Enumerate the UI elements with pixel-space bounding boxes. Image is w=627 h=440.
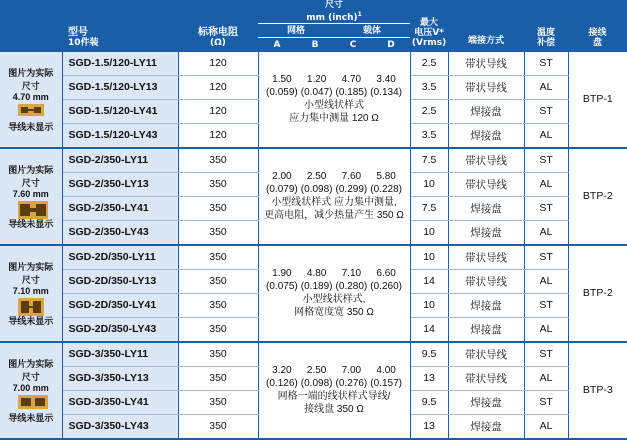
temp-comp-cell: ST [524,196,568,220]
model-cell: SGD-3/350-LY43 [62,414,178,439]
terminal-pad-cell: BTP-1 [568,52,627,148]
dim-b: 2.50 (0.098) [300,365,333,389]
header-solder: 端接方式 [448,0,524,52]
header-resistance: 标称电阻 (Ω) [178,0,258,52]
terminal-pad-cell: BTP-2 [568,148,627,245]
solder-type-cell: 带状导线 [448,148,524,173]
max-voltage-cell: 2.5 [410,99,448,123]
dim-d: 3.40 (0.134) [370,74,402,98]
solder-type-cell: 焊接盘 [448,123,524,148]
gauge-image-cell [0,148,62,245]
table-header [0,0,627,52]
strain-gauge-image [18,395,44,407]
solder-type-cell: 焊接盘 [448,99,524,123]
solder-type-cell: 焊接盘 [448,196,524,220]
max-voltage-cell: 2.5 [410,52,448,76]
temp-comp-cell: AL [524,269,568,293]
resistance-cell: 120 [178,123,258,148]
resistance-cell: 350 [178,148,258,173]
dim-c: 7.00 (0.276) [335,365,368,389]
model-cell: SGD-2/350-LY13 [62,172,178,196]
temp-comp-cell: AL [524,414,568,439]
resistance-cell: 120 [178,52,258,76]
actual-size-label-2: 尺寸 [21,371,40,382]
temp-comp-cell: AL [524,317,568,342]
resistance-cell: 120 [178,75,258,99]
resistance-cell: 350 [178,245,258,270]
model-cell: SGD-3/350-LY41 [62,390,178,414]
resistance-cell: 350 [178,342,258,367]
table-row [0,52,627,76]
max-voltage-cell: 9.5 [410,342,448,367]
dim-d: 5.80 (0.228) [370,171,402,195]
header-d: D [372,38,410,52]
solder-type-cell: 焊接盘 [448,390,524,414]
leads-not-shown-note: 导线未显示 [8,121,54,132]
model-cell: SGD-2/350-LY41 [62,196,178,220]
solder-type-cell: 焊接盘 [448,220,524,245]
solder-type-cell: 带状导线 [448,52,524,76]
model-cell: SGD-2/350-LY43 [62,220,178,245]
header-c: C [334,38,372,52]
actual-size-label: 图片为实际 [8,261,54,272]
model-cell: SGD-2D/350-LY11 [62,245,178,270]
description-line-1: 小型线状样式 应力集中测量, [271,197,397,208]
max-voltage-cell: 14 [410,269,448,293]
terminal-pad-cell: BTP-2 [568,245,627,342]
model-cell: SGD-1.5/120-LY11 [62,52,178,76]
temp-comp-cell: AL [524,75,568,99]
max-voltage-cell: 3.5 [410,123,448,148]
dimensions-description-cell [258,148,410,245]
dim-a: 2.00 (0.079) [266,171,298,195]
temp-comp-cell: AL [524,366,568,390]
description-line-2: 接线盘 350 Ω [304,404,364,415]
dim-d: 6.60 (0.260) [370,268,402,292]
model-cell: SGD-2D/350-LY43 [62,317,178,342]
description-line-1: 小型线状样式 [304,100,365,111]
max-voltage-cell: 13 [410,366,448,390]
model-cell: SGD-1.5/120-LY41 [62,99,178,123]
temp-comp-cell: ST [524,342,568,367]
actual-size-label-2: 尺寸 [21,274,40,285]
model-cell: SGD-3/350-LY11 [62,342,178,367]
temp-comp-cell: ST [524,52,568,76]
gauge-image-cell [0,52,62,148]
gauge-image-cell [0,342,62,439]
solder-type-cell: 带状导线 [448,269,524,293]
actual-size-label-2: 尺寸 [21,177,40,188]
max-voltage-cell: 10 [410,245,448,270]
table-row [0,245,627,270]
dim-b: 4.80 (0.189) [300,268,333,292]
resistance-cell: 350 [178,390,258,414]
header-terminal-pad: 接线 盘 [568,0,627,52]
strain-gauge-image [18,104,44,116]
solder-type-cell: 带状导线 [448,366,524,390]
dim-b: 1.20 (0.047) [300,74,333,98]
header-grid: 网格 [258,24,334,38]
actual-size-label: 图片为实际 [8,358,54,369]
dim-c: 4.70 (0.185) [335,74,368,98]
strain-gauge-image [18,201,44,213]
dim-b: 2.50 (0.098) [300,171,333,195]
model-cell: SGD-2D/350-LY41 [62,293,178,317]
header-a: A [258,38,296,52]
solder-type-cell: 焊接盘 [448,293,524,317]
gauge-size-label: 7.00 mm [12,382,49,393]
model-cell: SGD-2/350-LY11 [62,148,178,173]
max-voltage-cell: 7.5 [410,196,448,220]
header-dimensions: 尺寸 mm (inch)$^1$ [258,0,410,24]
solder-type-cell: 焊接盘 [448,317,524,342]
resistance-cell: 350 [178,196,258,220]
temp-comp-cell: ST [524,245,568,270]
resistance-cell: 350 [178,293,258,317]
dim-d: 4.00 (0.157) [370,365,402,389]
resistance-cell: 350 [178,220,258,245]
description-line-1: 小型线状样式, [302,294,366,305]
dimensions-description-cell [258,52,410,148]
max-voltage-cell: 3.5 [410,75,448,99]
max-voltage-cell: 10 [410,172,448,196]
temp-comp-cell: ST [524,99,568,123]
temp-comp-cell: AL [524,220,568,245]
table-row [0,148,627,173]
terminal-pad-cell: BTP-3 [568,342,627,439]
solder-type-cell: 带状导线 [448,75,524,99]
leads-not-shown-note: 导线未显示 [8,412,54,423]
actual-size-label: 图片为实际 [8,67,54,78]
max-voltage-cell: 10 [410,220,448,245]
temp-comp-cell: ST [524,293,568,317]
model-cell: SGD-3/350-LY13 [62,366,178,390]
resistance-cell: 350 [178,414,258,439]
header-b: B [296,38,334,52]
description-line-1: 网格一端的线状样式导线/ [277,391,391,402]
gauge-size-label: 7.60 mm [12,188,49,199]
description-line-2: 应力集中测量 120 Ω [289,113,379,124]
solder-type-cell: 带状导线 [448,245,524,270]
resistance-cell: 350 [178,317,258,342]
header-max-voltage: 最大 电压V* (Vrms) [410,0,448,52]
gauge-image-cell [0,245,62,342]
resistance-cell: 350 [178,366,258,390]
model-cell: SGD-2D/350-LY13 [62,269,178,293]
leads-not-shown-note: 导线未显示 [8,315,54,326]
model-cell: SGD-1.5/120-LY13 [62,75,178,99]
description-line-2: 更高电阻，减少热量产生 350 Ω [264,210,404,221]
strain-gauge-image [18,298,44,310]
gauge-size-label: 4.70 mm [12,91,49,102]
temp-comp-cell: ST [524,148,568,173]
temp-comp-cell: AL [524,172,568,196]
max-voltage-cell: 13 [410,414,448,439]
model-cell: SGD-1.5/120-LY43 [62,123,178,148]
temp-comp-cell: AL [524,123,568,148]
header-temp-comp: 温度 补偿 [524,0,568,52]
header-model: 型号 10件装 [62,0,178,52]
dim-a: 3.20 (0.126) [266,365,298,389]
dim-c: 7.60 (0.299) [335,171,368,195]
table-row [0,342,627,367]
resistance-cell: 120 [178,99,258,123]
table-body [0,52,627,439]
solder-type-cell: 焊接盘 [448,414,524,439]
resistance-cell: 350 [178,172,258,196]
max-voltage-cell: 14 [410,317,448,342]
max-voltage-cell: 10 [410,293,448,317]
dim-a: 1.50 (0.059) [266,74,298,98]
gauge-size-label: 7.10 mm [12,285,49,296]
header-carrier: 载体 [334,24,410,38]
description-line-2: 网格宽度宽 350 Ω [294,307,374,318]
actual-size-label: 图片为实际 [8,164,54,175]
dim-a: 1.90 (0.075) [266,268,298,292]
dimensions-description-cell [258,245,410,342]
solder-type-cell: 带状导线 [448,172,524,196]
actual-size-label-2: 尺寸 [21,80,40,91]
resistance-cell: 350 [178,269,258,293]
solder-type-cell: 带状导线 [448,342,524,367]
header-blank [0,0,62,52]
dim-c: 7.10 (0.280) [335,268,368,292]
dimensions-description-cell [258,342,410,439]
max-voltage-cell: 7.5 [410,148,448,173]
max-voltage-cell: 9.5 [410,390,448,414]
temp-comp-cell: ST [524,390,568,414]
leads-not-shown-note: 导线未显示 [8,218,54,229]
